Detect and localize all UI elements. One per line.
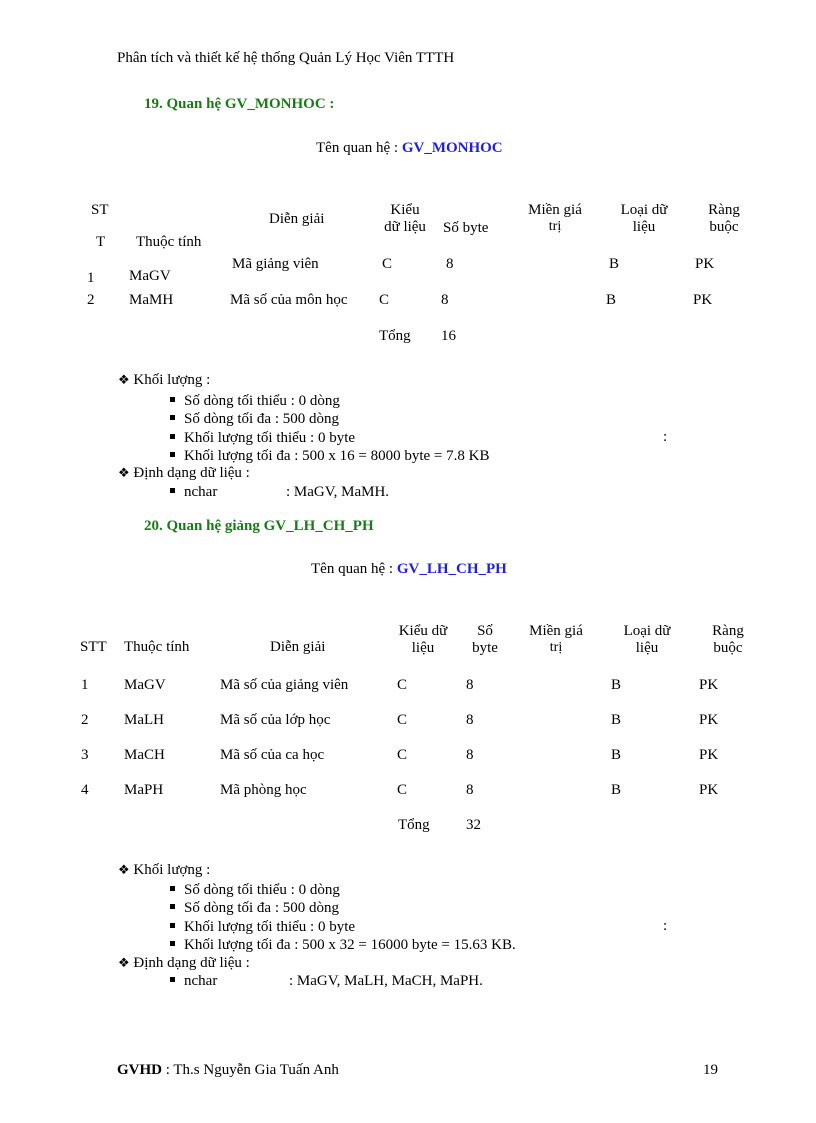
row-1-description: Mã số của giảng viên [220,677,349,693]
format-line [170,973,217,990]
list-item-text: Khối lượng tối thiểu : 0 byte [184,918,356,935]
list-item [170,392,489,410]
diamond-bullet-icon: ❖ [118,466,130,481]
header-attribute: Thuộc tính [124,639,190,655]
header-datatype-line2: liệu [411,640,435,656]
square-bullet-icon [170,397,175,402]
total-value: 32 [466,817,481,833]
row-1-constraint: PK [699,677,719,693]
header-data-kind [615,623,679,657]
row-1-attribute: MaGV [124,677,166,693]
section-20-relation-name [311,561,507,578]
row-3-bytes: 8 [466,747,474,763]
list-item-text: Khối lượng tối thiểu : 0 byte [184,429,356,446]
square-bullet-icon [170,977,175,982]
list-item [170,447,489,465]
header-data-kind-line1: Loại dữ [620,202,668,218]
relation-name: GV_LH_CH_PH [396,561,507,577]
row-2-stt: 2 [81,712,89,728]
format-heading [118,465,250,482]
header-bytes: Số byte [443,220,489,236]
square-bullet-icon [170,488,175,493]
header-bytes-line2: byte [472,640,498,656]
square-bullet-icon [170,434,175,439]
header-domain-line1: Miền giá [528,202,582,218]
row-1-type: C [382,256,393,272]
section-20-heading: 20. Quan hệ giảng GV_LH_CH_PH [144,518,374,534]
header-bytes [465,623,505,657]
row-2-description: Mã số của lớp học [220,712,331,728]
format-line [170,484,217,501]
header-description: Diễn giải [270,639,326,655]
volume-heading [118,372,210,389]
row-2-stt: 2 [87,292,95,308]
row-2-attribute: MaLH [124,712,164,728]
diamond-bullet-icon: ❖ [118,956,130,971]
header-data-kind-line2: liệu [632,219,656,235]
list-item-text: Khối lượng tối đa : 500 x 16 = 8000 byte = 7.8 KB [184,447,490,464]
row-1-bytes: 8 [466,677,474,693]
advisor-name: : Th.s Nguyễn Gia Tuấn Anh [162,1062,339,1078]
header-domain-line2: trị [549,640,563,655]
volume-title: Khối lượng : [133,372,211,388]
format-type: nchar [184,484,218,500]
relation-label: Tên quan hệ : [311,561,397,577]
row-4-attribute: MaPH [124,782,164,798]
volume-list [170,881,516,954]
relation-label: Tên quan hệ : [316,140,402,156]
row-3-data-kind: B [611,747,622,763]
row-2-constraint: PK [693,292,713,308]
row-1-stt: 1 [87,270,95,286]
relation-name: GV_MONHOC [401,140,503,156]
row-2-bytes: 8 [441,292,449,308]
square-bullet-icon [170,886,175,891]
row-1-data-kind: B [611,677,622,693]
header-constraint-line2: buộc [713,640,743,656]
format-title: Định dạng dữ liệu : [133,465,250,481]
list-item-text: Số dòng tối thiểu : 0 dòng [184,882,340,898]
row-4-stt: 4 [81,782,89,798]
format-fields: : MaGV, MaMH. [286,484,390,500]
square-bullet-icon [170,415,175,420]
volume-heading [118,862,210,879]
page-header: Phân tích và thiết kế hệ thống Quản Lý Học Viên TTTH [117,50,455,66]
row-2-constraint: PK [699,712,719,728]
header-datatype-line1: Kiểu dữ [398,623,448,639]
row-1-type: C [397,677,408,693]
stray-colon: : [663,429,668,445]
advisor-label: GVHD [117,1062,162,1078]
header-constraint-line1: Ràng [708,202,740,218]
row-4-constraint: PK [699,782,719,798]
list-item [170,410,489,428]
row-1-stt: 1 [81,677,89,693]
format-fields: : MaGV, MaLH, MaCH, MaPH. [289,973,483,989]
total-label: Tổng [379,328,411,344]
row-3-stt: 3 [81,747,89,763]
header-constraint [700,623,756,657]
row-2-description: Mã số của môn học [230,292,348,308]
square-bullet-icon [170,452,175,457]
header-data-kind [612,202,676,236]
format-heading [118,955,250,972]
row-2-type: C [379,292,390,308]
list-item-text: Số dòng tối thiểu : 0 dòng [184,393,340,409]
header-domain-line2: trị [548,219,562,234]
square-bullet-icon [170,923,175,928]
row-4-description: Mã phòng học [220,782,307,798]
header-domain [520,202,590,235]
list-item [170,918,516,936]
row-1-attribute: MaGV [129,268,171,284]
format-type: nchar [184,973,218,989]
stray-colon: : [663,918,668,934]
list-item [170,899,516,917]
section-19-heading: 19. Quan hệ GV_MONHOC : [144,96,335,112]
row-3-attribute: MaCH [124,747,165,763]
list-item-text: Số dòng tối đa : 500 dòng [184,411,340,428]
row-2-bytes: 8 [466,712,474,728]
row-1-bytes: 8 [446,256,454,272]
diamond-bullet-icon: ❖ [118,863,130,878]
list-item [170,429,489,447]
row-4-data-kind: B [611,782,622,798]
row-3-description: Mã số của ca học [220,747,325,763]
total-value: 16 [441,328,456,344]
page-number: 19 [703,1062,718,1078]
row-2-data-kind: B [606,292,617,308]
square-bullet-icon [170,941,175,946]
list-item-text: Số dòng tối đa : 500 dòng [184,900,340,917]
total-label: Tổng [398,817,430,833]
section-19-relation-name [316,140,503,157]
row-1-constraint: PK [695,256,715,272]
header-stt: ST [91,202,109,218]
list-item-text: Khối lượng tối đa : 500 x 32 = 16000 byte = 15.63 KB. [184,936,516,953]
format-title: Định dạng dữ liệu : [133,955,250,971]
header-bytes-line1: Số [477,623,493,639]
header-attribute: Thuộc tính [136,234,202,250]
header-datatype [380,202,430,236]
row-2-attribute: MaMH [129,292,174,308]
row-4-bytes: 8 [466,782,474,798]
row-3-constraint: PK [699,747,719,763]
header-domain [521,623,591,656]
header-data-kind-line2: liệu [635,640,659,656]
list-item [170,881,516,899]
header-constraint-line2: buộc [709,219,739,235]
row-4-type: C [397,782,408,798]
header-stt: STT [80,639,107,655]
row-1-data-kind: B [609,256,620,272]
volume-list [170,392,489,465]
header-datatype [391,623,455,657]
row-1-description: Mã giảng viên [232,256,319,272]
row-2-data-kind: B [611,712,622,728]
header-stt-cont: T [96,234,106,250]
footer-advisor [117,1062,339,1079]
header-constraint [696,202,752,236]
header-datatype-line1: Kiểu [390,202,420,218]
volume-title: Khối lượng : [133,862,211,878]
row-3-type: C [397,747,408,763]
header-domain-line1: Miền giá [529,623,583,639]
row-2-type: C [397,712,408,728]
square-bullet-icon [170,904,175,909]
header-data-kind-line1: Loại dữ [623,623,671,639]
list-item [170,936,516,954]
header-constraint-line1: Ràng [712,623,744,639]
header-description: Diễn giải [269,211,325,227]
header-datatype-line2: dữ liệu [384,219,426,235]
diamond-bullet-icon: ❖ [118,373,130,388]
